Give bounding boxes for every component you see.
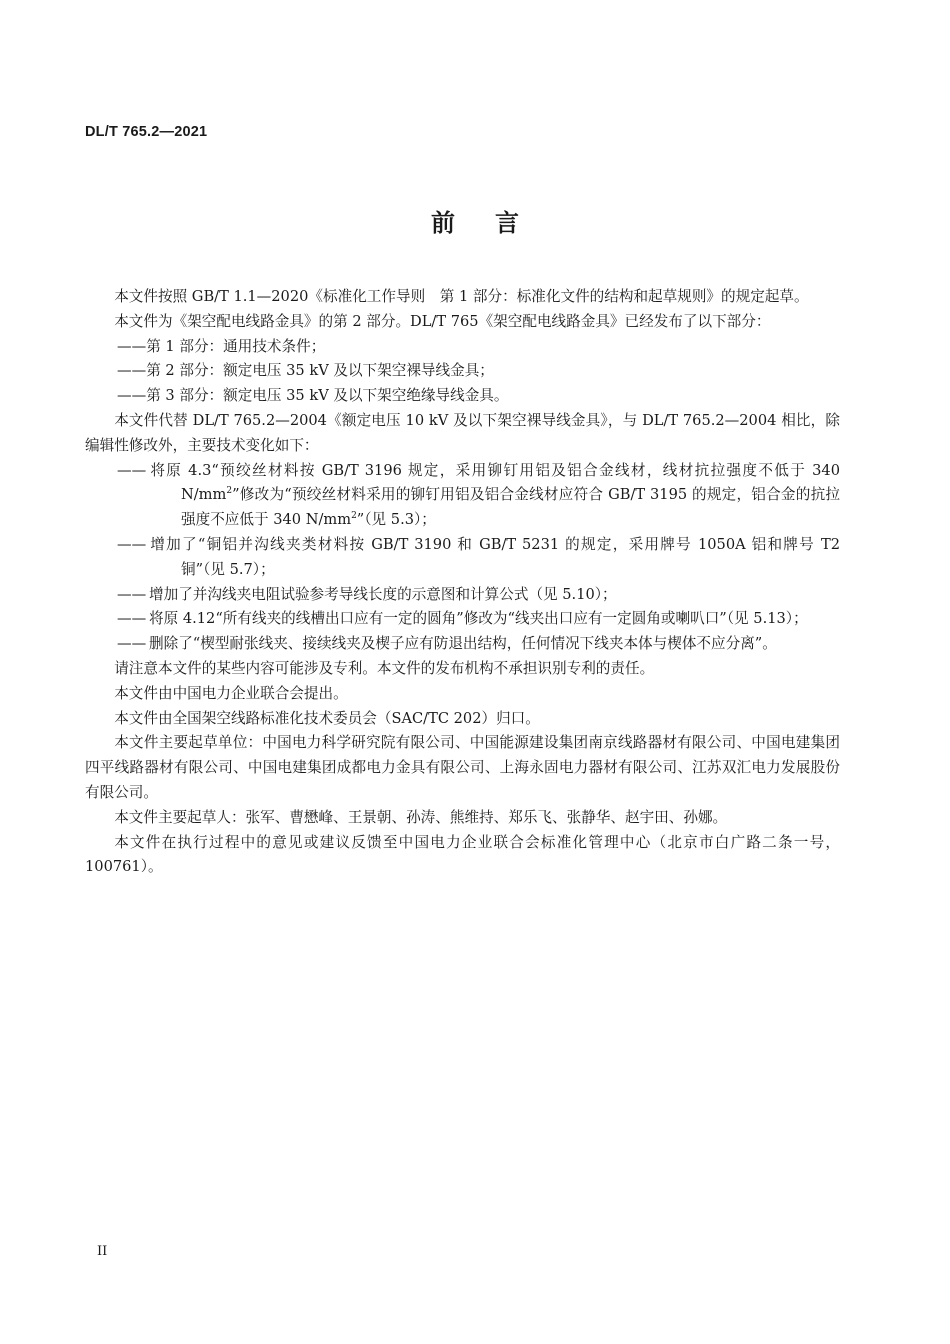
paragraph-proposer: 本文件由中国电力企业联合会提出。	[114, 684, 348, 702]
foreword-body	[85, 285, 840, 880]
paragraph-patent-notice: 请注意本文件的某些内容可能涉及专利。本文件的发布机构不承担识别专利的责任。	[114, 659, 655, 677]
list-item-change-5	[117, 632, 840, 657]
list-item-part-2: ——第 2 部分：额定电压 35 kV 及以下架空裸导线金具；	[117, 362, 494, 380]
dash-marker: ——	[117, 535, 147, 553]
document-code: DL/T 765.2—2021	[85, 124, 208, 140]
dash-marker: ——	[117, 610, 147, 628]
paragraph-drafters: 本文件主要起草人：张军、曹懋峰、王景朝、孙涛、熊维持、郑乐飞、张静华、赵宇田、孙娜。	[114, 808, 728, 826]
change-5-text: 删除了“楔型耐张线夹、接续线夹及楔子应有防退出结构，任何情况下线夹本体与楔体不应分离”。	[149, 635, 777, 653]
change-1-text-a: 将原 4.3“预绞丝材料按 GB/T 3196 规定，采用铆钉用铝及铝合金线材，线材抗拉强度不低于 340 N/mm	[149, 461, 840, 504]
page-number: II	[97, 1244, 108, 1259]
list-item-part-3: ——第 3 部分：额定电压 35 kV 及以下架空绝缘导线金具。	[117, 387, 509, 405]
dash-marker: ——	[117, 585, 147, 603]
change-1-text-b: ”修改为“预绞丝材料采用的铆钉用铝及铝合金线材应符合 GB/T 3195 的规定，铝合金的抗拉强度不应低于 340 N/mm	[181, 486, 840, 529]
change-4-text: 将原 4.12“所有线夹的线槽出口应有一定的圆角”修改为“线夹出口应有一定圆角或喇叭口”（见 5.13）；	[149, 610, 808, 628]
paragraph-drafting-units: 本文件主要起草单位：中国电力科学研究院有限公司、中国能源建设集团南京线路器材有限公司、中国电建集团四平线路器材有限公司、中国电建集团成都电力金具有限公司、上海永固电力器材有限公司、江苏双汇电力发展股份有限公司。	[85, 734, 840, 801]
paragraph-series-intro: 本文件为《架空配电线路金具》的第 2 部分。DL/T 765《架空配电线路金具》已经发布了以下部分：	[114, 312, 771, 330]
list-item-change-4	[117, 607, 840, 632]
paragraph-feedback: 本文件在执行过程中的意见或建议反馈至中国电力企业联合会标准化管理中心（北京市白广路二条一号，100761）。	[85, 833, 840, 876]
list-item-change-2	[117, 533, 840, 583]
page-title: 前言	[431, 209, 559, 237]
list-item-part-1: ——第 1 部分：通用技术条件；	[117, 337, 326, 355]
paragraph-committee: 本文件由全国架空线路标准化技术委员会（SAC/TC 202）归口。	[114, 709, 540, 727]
dash-marker: ——	[117, 461, 147, 479]
paragraph-drafting-basis: 本文件按照 GB/T 1.1—2020《标准化工作导则 第 1 部分：标准化文件的结构和起草规则》的规定起草。	[114, 288, 809, 305]
change-3-text: 增加了并沟线夹电阻试验参考导线长度的示意图和计算公式（见 5.10）；	[149, 585, 617, 603]
list-item-change-1	[117, 459, 840, 533]
superscript: 2	[351, 511, 357, 522]
change-2-text: 增加了“铜铝并沟线夹类材料按 GB/T 3190 和 GB/T 5231 的规定，采用牌号 1050A 铝和牌号 T2 铜”（见 5.7）；	[149, 535, 840, 578]
change-1-text-c: ”（见 5.3）；	[356, 511, 436, 529]
superscript: 2	[226, 486, 233, 497]
dash-marker: ——	[117, 635, 147, 653]
list-item-change-3	[117, 583, 840, 608]
paragraph-replacement: 本文件代替 DL/T 765.2—2004《额定电压 10 kV 及以下架空裸导线金具》，与 DL/T 765.2—2004 相比，除编辑性修改外，主要技术变化如下：	[85, 411, 840, 454]
